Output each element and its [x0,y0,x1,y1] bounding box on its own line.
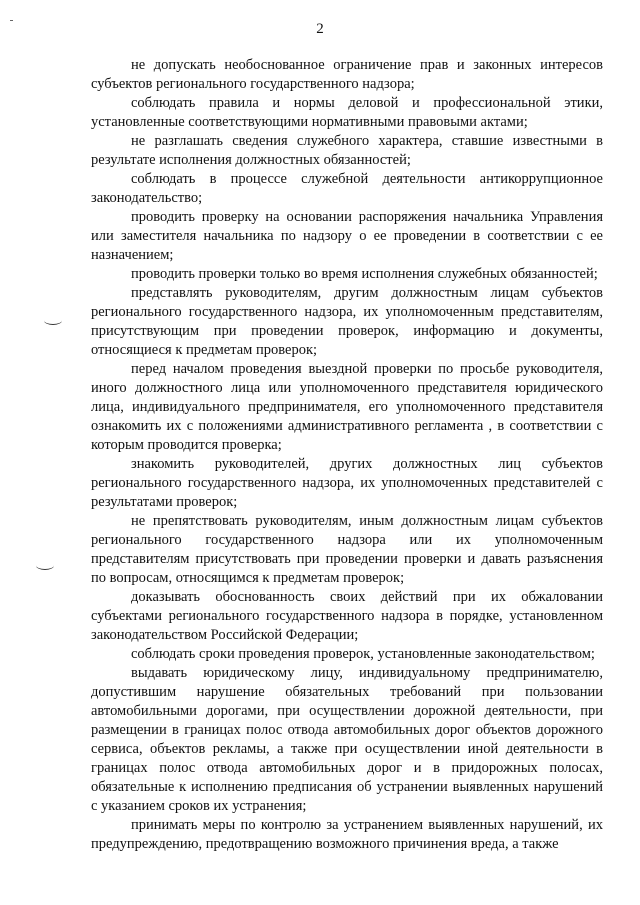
paragraph: соблюдать правила и нормы деловой и профессиональной этики, установленные соответствующими нормативными правовыми актами; [91,95,603,130]
paragraph: знакомить руководителей, других должностных лиц субъектов регионального государственного надзора, их уполномоченных представителей с результатами проверок; [91,456,603,510]
paragraph: принимать меры по контролю за устранением выявленных нарушений, их предупреждению, предотвращению возможного причинения вреда, а также [91,817,603,852]
paragraph: доказывать обоснованность своих действий при их обжаловании субъектами регионального государственного надзора в порядке, установленном законодательством Российской Федерации; [91,589,603,643]
paragraph: выдавать юридическому лицу, индивидуальному предпринимателю, допустившим нарушение обязательных требований при пользовании автомобильными дорогами, при осуществлении дорожной деятельности, при размещении в границах полос отвода автомобильных дорог объектов дорожного сервиса, объектов рекламы, а также при осуществлении иной деятельности в границах полос отвода автомобильных дорог и в придорожных полосах, обязательные к исполнению предписания об устранении выявленных нарушений с указанием сроков их устранения; [91,665,603,814]
document-body [91,56,603,854]
margin-pencil-mark [44,316,62,325]
paragraph: перед началом проведения выездной проверки по просьбе руководителя, иного должностного лица или уполномоченного представителя юридического лица, индивидуального предпринимателя, его уполномоченного представителя ознакомить их с положениями административного регламента , в соответствии с которым проводится проверка; [91,361,603,453]
paragraph: проводить проверки только во время исполнения служебных обязанностей; [131,266,598,282]
paragraph: не препятствовать руководителям, иным должностным лицам субъектов регионального государственного надзора или их уполномоченным представителям присутствовать при проведении проверки и давать разъяснения по вопросам, относящимся к предметам проверок; [91,513,603,586]
paragraph: проводить проверку на основании распоряжения начальника Управления или заместителя начальника по надзору о ее проведении в соответствии с ее назначением; [91,209,603,263]
page-number: 2 [316,21,324,37]
margin-pencil-mark [36,561,54,570]
paragraph: представлять руководителям, другим должностным лицам субъектов регионального государственного надзора, их уполномоченным представителям, присутствующим при проведении проверок, информацию и документы, относящиеся к предметам проверок; [91,285,603,358]
paragraph: соблюдать сроки проведения проверок, установленные законодательством; [131,646,595,662]
paragraph: не разглашать сведения служебного характера, ставшие известными в результате исполнения должностных обязанностей; [91,133,603,168]
paragraph: соблюдать в процессе служебной деятельности антикоррупционное законодательство; [91,171,603,206]
paragraph: не допускать необоснованное ограничение прав и законных интересов субъектов регионального государственного надзора; [91,57,603,92]
